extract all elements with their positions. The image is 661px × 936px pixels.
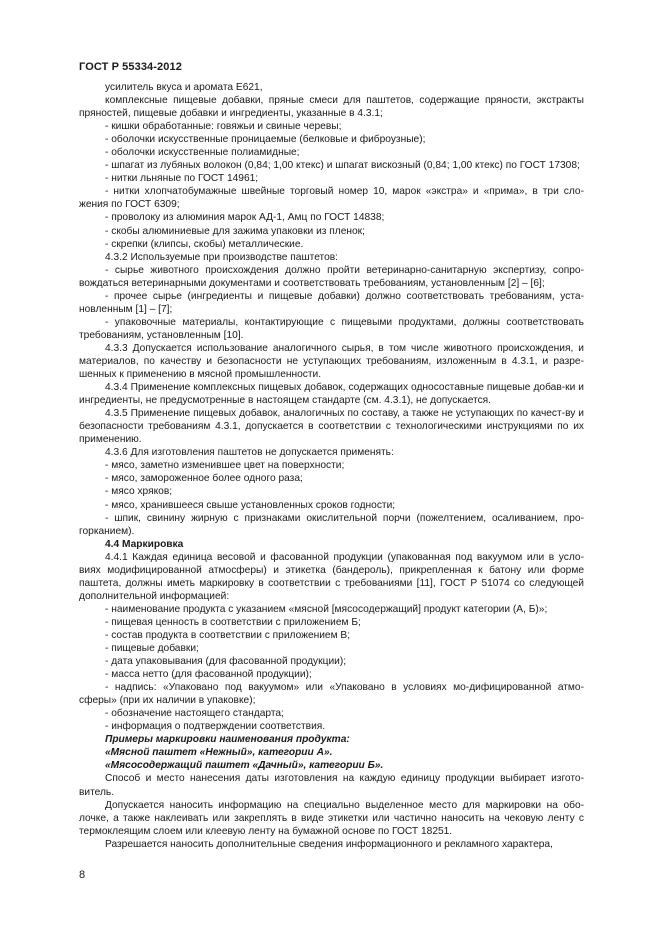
list-item: - проволоку из алюминия марок АД-1, Амц по ГОСТ 14838; — [105, 212, 385, 224]
list-item: - наименование продукта с указанием «мясной [мясосодержащий] продукт категории (А, Б)»; — [105, 603, 548, 615]
body-paragraph: комплексные пищевые добавки, пряные смеси для паштетов, содержащие пряности, экстракты пряностей, пищевые добавки и ингредиенты, указанные в 4.3.1; — [79, 95, 584, 120]
section-heading: 4.4 Маркировка — [105, 538, 184, 550]
list-item: - пищевая ценность в соответствии с приложением Б; — [105, 616, 361, 628]
list-item: - мясо, заметно изменившее цвет на поверхности; — [105, 460, 345, 472]
body-paragraph: Способ и место нанесения даты изготовления на каждую единицу продукции выбирает изгото-витель. — [79, 773, 584, 798]
list-item: - пищевые добавки; — [105, 643, 199, 655]
clause-paragraph: 4.4.1 Каждая единица весовой и фасованной продукции (упакованная под вакуумом или в усло-виях модифицированной атмосферы) и этикетка (бандероль), прикрепленная к батону или форме паштета, должны иметь маркировку в соответствии с требованиями [11], ГОСТ Р 51074 со следующей дополнительной информацией: — [79, 551, 584, 602]
list-item: - обозначение настоящего стандарта; — [105, 708, 284, 720]
list-item: - скобы алюминиевые для зажима упаковки из пленок; — [105, 225, 365, 237]
body-paragraph: Разрешается наносить дополнительные сведения информационного и рекламного характера, — [105, 838, 553, 850]
list-item: - шпагат из лубяных волокон (0,84; 1,00 ктекс) и шпагат вискозный (0,84; 1,00 ктекс) по ГОСТ 17308; — [105, 160, 580, 172]
list-item: - шпик, свинину жирную с признаками окислительной порчи (пожелтением, осаливанием, про-горканием). — [79, 512, 584, 537]
body-paragraph: Допускается наносить информацию на специально выделенное место для маркировки на обо-лочке, а также наклеивать или закреплять в виде этикетки или частично наносить на чековую ленту с термоклеящим слоем или клеевую ленту на бумажной основе по ГОСТ 18251. — [79, 799, 584, 837]
clause-paragraph: 4.3.6 Для изготовления паштетов не допускается применять: — [105, 447, 394, 459]
example-heading: Примеры маркировки наименования продукта: — [105, 734, 350, 746]
list-item: - информация о подтверждении соответствия. — [105, 721, 326, 733]
list-item: - мясо, хранившееся свыше установленных сроков годности; — [105, 499, 396, 511]
example-item: «Мясной паштет «Нежный», категории А». — [105, 747, 333, 759]
example-item: «Мясосодержащий паштет «Дачный», категории Б». — [105, 760, 384, 772]
page-number: 8 — [79, 869, 86, 881]
body-paragraph: усилитель вкуса и аромата Е621, — [105, 82, 263, 93]
list-item: - мясо хряков; — [105, 486, 173, 498]
clause-paragraph: 4.3.4 Применение комплексных пищевых добавок, содержащих односоставные пищевые добав-ки и ингредиенты, не предусмотренные в настоящем стандарте (см. 4.3.1), не допускается. — [79, 382, 584, 407]
list-item: - сырье животного происхождения должно пройти ветеринарно-санитарную экспертизу, сопро-вождаться ветеринарными документами и соответствовать требованиям, установленным [2] – [6]; — [79, 264, 584, 289]
list-item: - упаковочные материалы, контактирующие с пищевыми продуктами, должны соответствовать требованиям, установленным [10]. — [79, 316, 584, 341]
list-item: - мясо, замороженное более одного раза; — [105, 473, 303, 485]
list-item: - состав продукта в соответствии с приложением В; — [105, 629, 351, 641]
list-item: - оболочки искусственные полиамидные; — [105, 147, 300, 159]
list-item: - скрепки (клипсы, скобы) металлические. — [105, 238, 304, 250]
list-item: - дата упаковывания (для фасованной продукции); — [105, 656, 347, 668]
page-header: ГОСТ Р 55334-2012 — [79, 61, 182, 73]
document-body — [79, 81, 584, 851]
list-item: - кишки обработанные: говяжьи и свиные черевы; — [105, 121, 342, 133]
clause-paragraph: 4.3.2 Используемые при производстве паштетов: — [105, 251, 338, 263]
clause-paragraph: 4.3.3 Допускается использование аналогичного сырья, в том числе животного происхождения, и материалов, по качеству и безопасности не уступающих требованиям, изложенным в 4.3.1, и разре-шенных к применению в мясной промышленности. — [79, 342, 584, 381]
list-item: - нитки хлопчатобумажные швейные торговый номер 10, марок «экстра» и «прима», в три сло-жения по ГОСТ 6309; — [79, 186, 584, 211]
list-item: - надпись: «Упаковано под вакуумом» или «Упаковано в условиях мо-дифицированной атмо-сферы» (при их наличии в упаковке); — [79, 682, 584, 707]
list-item: - нитки льняные по ГОСТ 14961; — [105, 173, 259, 185]
list-item: - прочее сырье (ингредиенты и пищевые добавки) должно соответствовать требованиям, уста-новленным [1] – [7]; — [79, 290, 584, 315]
list-item: - оболочки искусственные проницаемые (белковые и фиброузные); — [105, 134, 426, 146]
clause-paragraph: 4.3.5 Применение пищевых добавок, аналогичных по составу, а также не уступающих по качест-ву и безопасности требованиям 4.3.1, допускается в соответствии с технологическими инструкциями по их применению. — [79, 408, 584, 446]
list-item: - масса нетто (для фасованной продукции); — [105, 669, 312, 681]
